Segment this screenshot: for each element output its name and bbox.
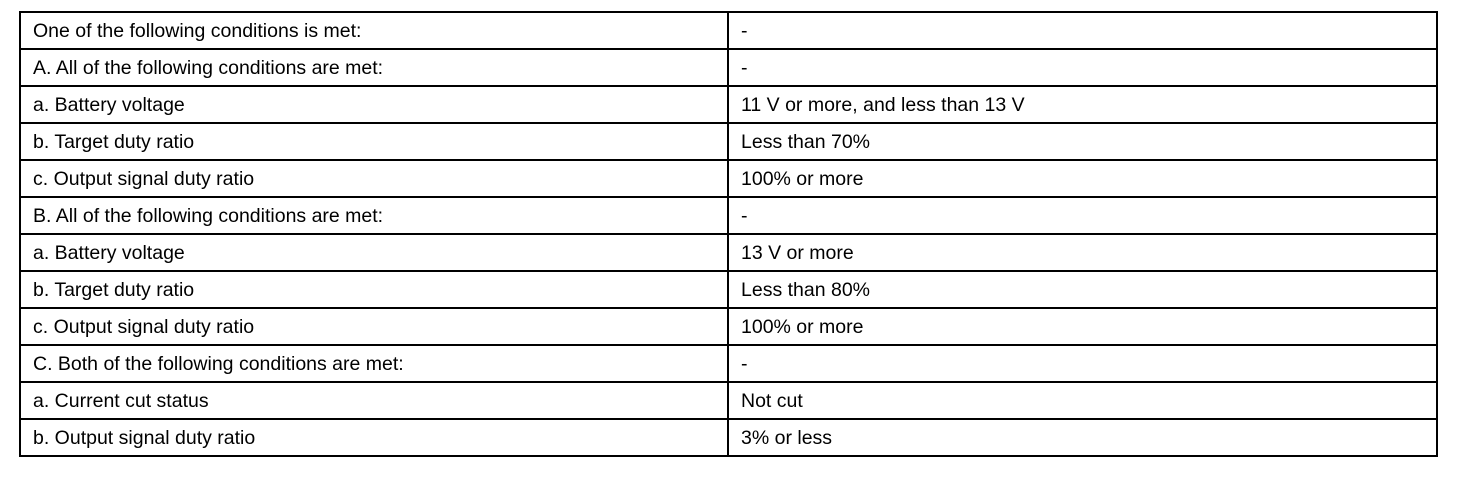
- table-row: [20, 160, 1437, 197]
- condition-cell: a. Battery voltage: [20, 234, 728, 271]
- condition-cell: b. Output signal duty ratio: [20, 419, 728, 456]
- value-cell: Not cut: [728, 382, 1437, 419]
- condition-cell: c. Output signal duty ratio: [20, 308, 728, 345]
- table-row: [20, 49, 1437, 86]
- value-cell: 3% or less: [728, 419, 1437, 456]
- value-cell: 100% or more: [728, 308, 1437, 345]
- conditions-table: [19, 11, 1438, 457]
- table-row: [20, 12, 1437, 49]
- table-row: [20, 86, 1437, 123]
- value-cell: -: [728, 12, 1437, 49]
- condition-cell: B. All of the following conditions are met:: [20, 197, 728, 234]
- condition-cell: b. Target duty ratio: [20, 271, 728, 308]
- condition-cell: A. All of the following conditions are met:: [20, 49, 728, 86]
- condition-cell: One of the following conditions is met:: [20, 12, 728, 49]
- conditions-table-body: [20, 12, 1437, 456]
- value-cell: -: [728, 49, 1437, 86]
- condition-cell: C. Both of the following conditions are met:: [20, 345, 728, 382]
- table-row: [20, 234, 1437, 271]
- value-cell: Less than 80%: [728, 271, 1437, 308]
- table-row: [20, 419, 1437, 456]
- value-cell: 13 V or more: [728, 234, 1437, 271]
- table-row: [20, 382, 1437, 419]
- value-cell: 100% or more: [728, 160, 1437, 197]
- table-row: [20, 197, 1437, 234]
- table-row: [20, 308, 1437, 345]
- value-cell: 11 V or more, and less than 13 V: [728, 86, 1437, 123]
- value-cell: Less than 70%: [728, 123, 1437, 160]
- condition-cell: a. Current cut status: [20, 382, 728, 419]
- table-row: [20, 345, 1437, 382]
- condition-cell: c. Output signal duty ratio: [20, 160, 728, 197]
- value-cell: -: [728, 345, 1437, 382]
- value-cell: -: [728, 197, 1437, 234]
- condition-cell: a. Battery voltage: [20, 86, 728, 123]
- table-row: [20, 123, 1437, 160]
- condition-cell: b. Target duty ratio: [20, 123, 728, 160]
- table-row: [20, 271, 1437, 308]
